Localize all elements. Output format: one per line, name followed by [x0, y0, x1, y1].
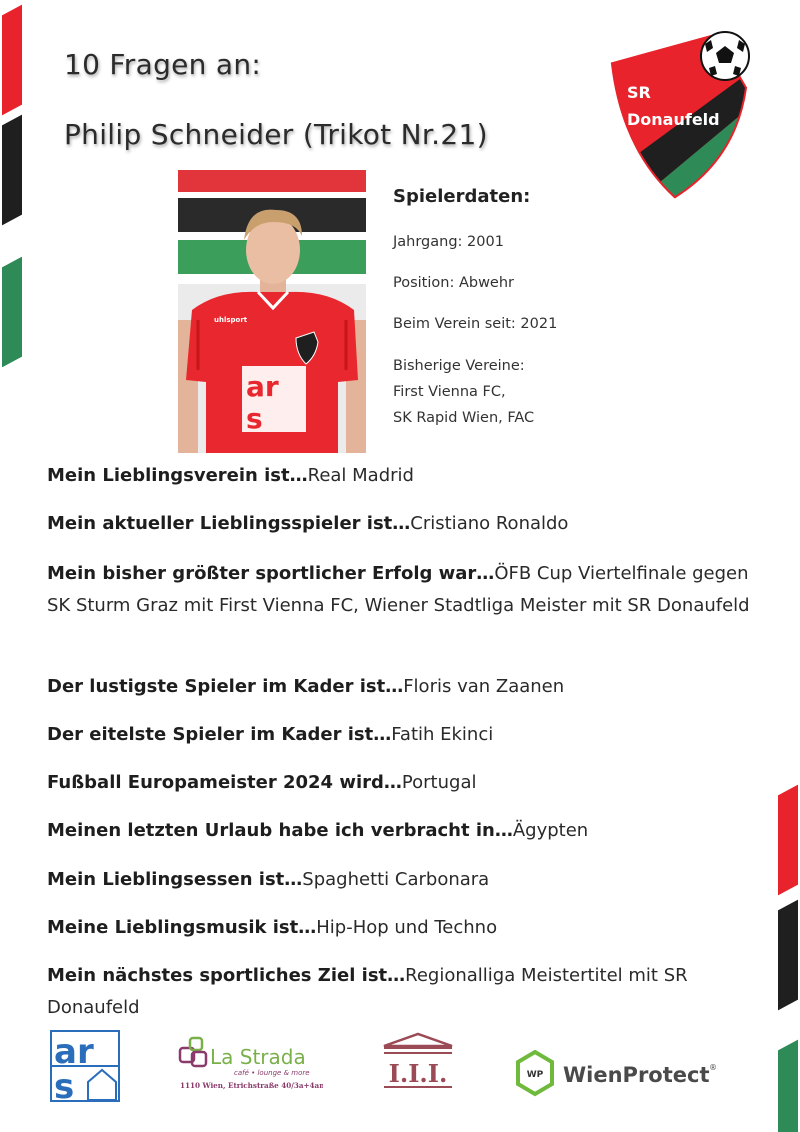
sponsor-wienprotect-badge: WP — [526, 1070, 544, 1080]
player-photo — [178, 170, 366, 453]
player-data-position: Position: Abwehr — [393, 275, 515, 291]
qa-answer: ÖFB Cup Viertelfinale gegen SK Sturm Graz mit First Vienna FC, Wiener Stadtliga Meister mit SR Donaufeld — [47, 563, 750, 616]
edge-stripe-red-left — [2, 5, 22, 116]
player-data-jahrgang: Jahrgang: 2001 — [393, 234, 504, 250]
qa-answer: Cristiano Ronaldo — [410, 513, 569, 534]
qa-answer: Regionalliga Meistertitel mit SR Donaufeld — [47, 965, 688, 1018]
qa-item — [47, 960, 707, 1024]
qa-question: Fußball Europameister 2024 wird… — [47, 772, 402, 793]
sponsor-iii-logo — [380, 1032, 456, 1096]
qa-item — [47, 719, 757, 751]
qa-answer: Fatih Ekinci — [391, 724, 494, 745]
qa-question: Meine Lieblingsmusik ist… — [47, 917, 317, 938]
jersey-brand-text: uhlsport — [214, 316, 248, 324]
qa-item — [47, 671, 757, 703]
qa-question: Mein Lieblingsverein ist… — [47, 465, 308, 486]
qa-answer: Real Madrid — [307, 465, 414, 486]
qa-question: Mein nächstes sportliches Ziel ist… — [47, 965, 406, 986]
jersey-sponsor-line1: ar — [246, 370, 279, 403]
qa-answer: Floris van Zaanen — [403, 676, 565, 697]
edge-stripe-black-left — [2, 115, 22, 226]
qa-question: Meinen letzten Urlaub habe ich verbracht in… — [47, 820, 513, 841]
club-crest-logo — [605, 28, 755, 200]
sponsor-ars-line2: s — [54, 1067, 75, 1102]
sponsor-lastrada-address: 1110 Wien, Etrichstraße 40/3a+4am — [180, 1081, 323, 1090]
sponsor-lastrada-tagline: café • lounge & more — [234, 1069, 310, 1077]
page-title-line2: Philip Schneider (Trikot Nr.21) — [64, 118, 488, 151]
qa-item — [47, 508, 757, 540]
page-title-line1: 10 Fragen an: — [64, 48, 262, 81]
qa-question: Der eitelste Spieler im Kader ist… — [47, 724, 392, 745]
soccer-ball-icon — [701, 32, 749, 80]
sponsor-wienprotect-logo — [515, 1050, 725, 1104]
qa-item — [47, 460, 757, 492]
sponsor-ars-logo — [50, 1030, 120, 1106]
crest-text-sr: SR — [627, 83, 651, 102]
sponsor-wienprotect-mark: ® — [709, 1063, 717, 1072]
player-data-vereine-label: Bisherige Vereine: — [393, 358, 525, 374]
qa-question: Mein bisher größter sportlicher Erfolg war… — [47, 563, 495, 584]
player-data-seit: Beim Verein seit: 2021 — [393, 316, 558, 332]
sponsor-ars-line1: ar — [54, 1032, 94, 1072]
qa-item — [47, 558, 757, 622]
jersey-sponsor-line2: s — [246, 402, 263, 435]
sponsor-lastrada-name: La Strada — [210, 1045, 306, 1069]
qa-item — [47, 815, 757, 847]
player-data-vereine-line1: First Vienna FC, — [393, 384, 506, 400]
crest-text-donaufeld: Donaufeld — [627, 110, 720, 129]
qa-answer: Spaghetti Carbonara — [302, 869, 490, 890]
qa-item — [47, 912, 757, 944]
player-data-vereine-line2: SK Rapid Wien, FAC — [393, 410, 535, 426]
edge-stripe-red-right — [778, 785, 798, 896]
player-data-title: Spielerdaten: — [393, 186, 531, 207]
qa-item — [47, 767, 757, 799]
qa-question: Mein aktueller Lieblingsspieler ist… — [47, 513, 411, 534]
sponsor-wienprotect-name: WienProtect — [563, 1063, 710, 1087]
qa-question: Der lustigste Spieler im Kader ist… — [47, 676, 404, 697]
sponsor-iii-text: I.I.I. — [388, 1059, 448, 1088]
edge-stripe-green-right — [778, 1040, 798, 1132]
qa-answer: Portugal — [401, 772, 477, 793]
qa-question: Mein Lieblingsessen ist… — [47, 869, 303, 890]
sponsor-lastrada-logo — [178, 1034, 323, 1098]
qa-item — [47, 864, 757, 896]
edge-stripe-black-right — [778, 900, 798, 1011]
qa-answer: Ägypten — [512, 820, 589, 841]
qa-answer: Hip-Hop und Techno — [316, 917, 498, 938]
edge-stripe-green-left — [2, 257, 22, 368]
